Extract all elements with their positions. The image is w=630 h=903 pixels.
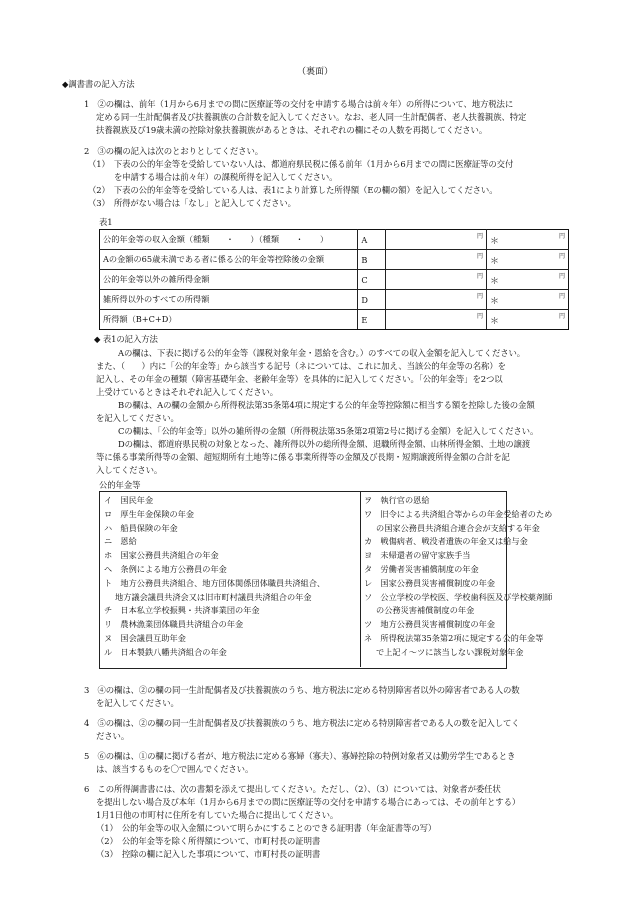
pension-left-item: ハ 船員保険の年金 bbox=[104, 522, 178, 533]
table-1-amount-cell[interactable] bbox=[386, 250, 487, 270]
pension-right-item: タ 労働者災害補償制度の年金 bbox=[364, 564, 479, 574]
table-1-row-letter: C bbox=[358, 270, 386, 290]
pension-right-item: の公務災害補償制度の年金 bbox=[376, 605, 475, 616]
table-1-star-cell[interactable] bbox=[487, 310, 569, 330]
notes-line-7: Cの欄は、「公的年金等」以外の雑所得の金額（所得税法第35条第2項第2号に掲げる金額）を記入してください。 bbox=[118, 426, 539, 436]
table-1-amount-cell[interactable] bbox=[386, 270, 487, 290]
item-6-line-6: （3） 控除の欄に記入した事項について、市町村長の証明書 bbox=[96, 849, 321, 859]
pension-right-item: ソ 公立学校の学校医、学校歯科医及び学校薬剤師 bbox=[364, 591, 553, 602]
item-2-line-3: を申請する場合は前々年）の課税所得を記入してください。 bbox=[114, 172, 338, 182]
yen-unit: 円 bbox=[476, 253, 483, 260]
item-2-line-1: 2 ③の欄の記入は次のとおりとしてください。 bbox=[84, 146, 264, 156]
pension-left-item: ロ 厚生年金保険の年金 bbox=[104, 508, 195, 519]
yen-unit: 円 bbox=[558, 233, 565, 240]
item-1-line-1: 1 ②の欄は、前年（1月から6月までの間に医療証等の交付を申請する場合は前々年）の所得について、地方税法に bbox=[84, 99, 514, 109]
table-1-amount-cell[interactable] bbox=[386, 290, 487, 310]
pension-right-item: ヲ 執行官の恩給 bbox=[364, 495, 430, 505]
pension-right-item: の国家公務員共済組合連合会が支給する年金 bbox=[376, 522, 540, 533]
yen-unit: 円 bbox=[476, 273, 483, 280]
table-1-row-label: Aの金額の65歳未満である者に係る公的年金等控除後の金額 bbox=[100, 250, 358, 270]
table-1-row bbox=[100, 270, 569, 290]
table-1-row-label: 所得額（B+C+D） bbox=[100, 310, 358, 330]
notes-line-6: を記入してください。 bbox=[96, 413, 179, 423]
asterisk-mark: ＊ bbox=[490, 317, 500, 327]
pension-left-item: ホ 国家公務員共済組合の年金 bbox=[104, 550, 219, 561]
notes-line-3: 記入し、その年金の種類（障害基礎年金、老齢年金等）を具体的に記入してください。「公的年金等」を2つ以 bbox=[96, 374, 503, 384]
pension-right-item: ヨ 未帰還者の留守家族手当 bbox=[364, 550, 471, 561]
item-4-line-1: 4 ⑤の欄は、②の欄の同一生計配偶者及び扶養親族のうち、地方税法に定める特別障害者である人の数を記入してく bbox=[84, 718, 520, 728]
item-6-line-2: を提出しない場合及び本年（1月から6月までの間に医療証等の交付を申請する場合にあっては、その前年とする） bbox=[96, 797, 521, 807]
item-5-line-1: 5 ⑥の欄は、①の欄に掲げる者が、地方税法に定める寡婦（寡夫）、寡婦控除の特例対象者又は勤労学生であるとき bbox=[84, 751, 516, 761]
pension-title: 公的年金等 bbox=[99, 480, 141, 490]
pension-right-item: レ 国家公務員災害補償制度の年金 bbox=[364, 577, 496, 588]
yen-unit: 円 bbox=[558, 253, 565, 260]
table-1-row-letter: E bbox=[358, 310, 386, 330]
item-1-line-2: 定める同一生計配偶者及び扶養親族の合計数を記入してください。なお、老人同一生計配偶者、老人扶養親族、特定 bbox=[96, 112, 527, 122]
notes-line-2: また、（ ）内に「公的年金等」から該当する記号（ネについては、これに加え、当該公的年金等の名称）を bbox=[96, 361, 506, 371]
asterisk-mark: ＊ bbox=[490, 257, 500, 267]
pension-left-item: ヘ 条例による地方公務員の年金 bbox=[104, 564, 227, 574]
item-5-line-2: は、該当するものを〇で囲んでください。 bbox=[96, 764, 254, 774]
table-1-row-label: 雑所得以外のすべての所得額 bbox=[100, 290, 358, 310]
table-1-title: 表1 bbox=[99, 217, 113, 227]
table-1-row bbox=[100, 290, 569, 310]
pension-right-item: カ 戦傷病者、戦没者遺族の年金又は給与金 bbox=[364, 536, 528, 547]
yen-unit: 円 bbox=[476, 313, 483, 320]
table-1-row-label: 公的年金等の収入金額（種類 ・ ）（種類 ・ ） bbox=[100, 230, 358, 250]
pension-right-item: ワ 旧令による共済組合等からの年金受給者のため bbox=[364, 508, 553, 519]
table-1-row bbox=[100, 250, 569, 270]
pension-left-item: 地方議会議員共済会又は旧市町村議員共済組合の年金 bbox=[115, 591, 312, 602]
yen-unit: 円 bbox=[476, 293, 483, 300]
pension-right-item: ツ 地方公務員災害補償制度の年金 bbox=[364, 619, 496, 630]
notes-line-5: Bの欄は、Aの欄の金額から所得税法第35条第4項に規定する公的年金等控除額に相当する額を控除した後の金額 bbox=[118, 400, 535, 410]
asterisk-mark: ＊ bbox=[490, 237, 500, 247]
pension-left-item: リ 農林漁業団体職員共済組合の年金 bbox=[104, 619, 244, 630]
section-title: ◆調書書の記入方法 bbox=[62, 79, 135, 89]
pension-left-item: チ 日本私立学校振興・共済事業団の年金 bbox=[104, 605, 260, 616]
table-1-row-letter: B bbox=[358, 250, 386, 270]
pension-left-item: ト 地方公務員共済組合、地方団体関係団体職員共済組合、 bbox=[104, 577, 326, 588]
item-6-line-3: 1月1日他の市町村に住所を有していた場合に提出してください。 bbox=[96, 810, 339, 820]
notes-line-9: 等に係る事業所得等の金額、超短期所有土地等に係る事業所得等の金額及び長期・短期譲渡所得金額の合計を記 bbox=[96, 452, 510, 462]
item-2-line-5: （3） 所得がない場合は「なし」と記入してください。 bbox=[88, 198, 296, 208]
pension-left-item: ル 日本製鉄八幡共済組合の年金 bbox=[104, 646, 227, 657]
pension-divider bbox=[360, 491, 361, 667]
item-3-line-1: 3 ④の欄は、②の欄の同一生計配偶者及び扶養親族のうち、地方税法に定める特別障害者以外の障害者である人の数 bbox=[84, 685, 520, 695]
notes-line-8: Dの欄は、都道府県民税の対象となった、雑所得以外の総所得金額、退職所得金額、山林所得金額、土地の譲渡 bbox=[118, 439, 531, 449]
table-1-row bbox=[100, 230, 569, 250]
yen-unit: 円 bbox=[558, 293, 565, 300]
pension-left-item: ヌ 国会議員互助年金 bbox=[104, 633, 186, 643]
item-6-line-1: 6 この所得調書書には、次の書類を添えて提出してください。ただし、（2）、（3）については、対象者が委任状 bbox=[84, 784, 501, 794]
page-header: （裏面） bbox=[296, 67, 333, 77]
table-1-amount-cell[interactable] bbox=[386, 310, 487, 330]
yen-unit: 円 bbox=[476, 233, 483, 240]
table-1 bbox=[99, 229, 569, 330]
table-1-star-cell[interactable] bbox=[487, 250, 569, 270]
asterisk-mark: ＊ bbox=[490, 277, 500, 287]
item-2-line-2: （1） 下表の公的年金等を受給していない人は、都道府県民税に係る前年（1月から6月までの間に医療証等の交付 bbox=[88, 159, 514, 169]
notes-line-1: Aの欄は、下表に掲げる公的年金等（課税対象年金・恩給を含む。）のすべての収入金額を記入してください。 bbox=[118, 348, 526, 358]
table-1-star-cell[interactable] bbox=[487, 270, 569, 290]
notes-title: ◆ 表1の記入方法 bbox=[94, 334, 158, 344]
pension-right-item: ネ 所得税法第35条第2項に規定する公的年金等 bbox=[364, 633, 544, 643]
notes-line-10: 入してください。 bbox=[96, 465, 163, 475]
table-1-star-cell[interactable] bbox=[487, 290, 569, 310]
pension-left-item: ニ 恩給 bbox=[104, 536, 137, 547]
table-1-row-label: 公的年金等以外の雑所得金額 bbox=[100, 270, 358, 290]
table-1-amount-cell[interactable] bbox=[386, 230, 487, 250]
yen-unit: 円 bbox=[558, 313, 565, 320]
item-4-line-2: ださい。 bbox=[96, 731, 130, 741]
asterisk-mark: ＊ bbox=[490, 297, 500, 307]
item-1-line-3: 扶養親族及び19歳未満の控除対象扶養親族があるときは、それぞれの欄にその人数を再掲してください。 bbox=[96, 125, 488, 135]
item-6-line-5: （2） 公的年金等を除く所得額について、市町村長の証明書 bbox=[96, 836, 321, 846]
yen-unit: 円 bbox=[558, 273, 565, 280]
item-3-line-2: を記入してください。 bbox=[96, 698, 179, 708]
item-6-line-4: （1） 公的年金等の収入金額について明らかにすることのできる証明書（年金証書等の写） bbox=[96, 823, 437, 833]
notes-line-4: 上受けているときはそれぞれ記入してください。 bbox=[96, 387, 279, 397]
table-1-row-letter: D bbox=[358, 290, 386, 310]
table-1-star-cell[interactable] bbox=[487, 230, 569, 250]
table-1-row bbox=[100, 310, 569, 330]
pension-right-item: で上記イ〜ツに該当しない課税対象年金 bbox=[376, 646, 524, 657]
pension-left-item: イ 国民年金 bbox=[104, 495, 154, 505]
table-1-row-letter: A bbox=[358, 230, 386, 250]
item-2-line-4: （2） 下表の公的年金等を受給している人は、表1により計算した所得額（Eの欄の額）を記入してください。 bbox=[88, 185, 498, 195]
